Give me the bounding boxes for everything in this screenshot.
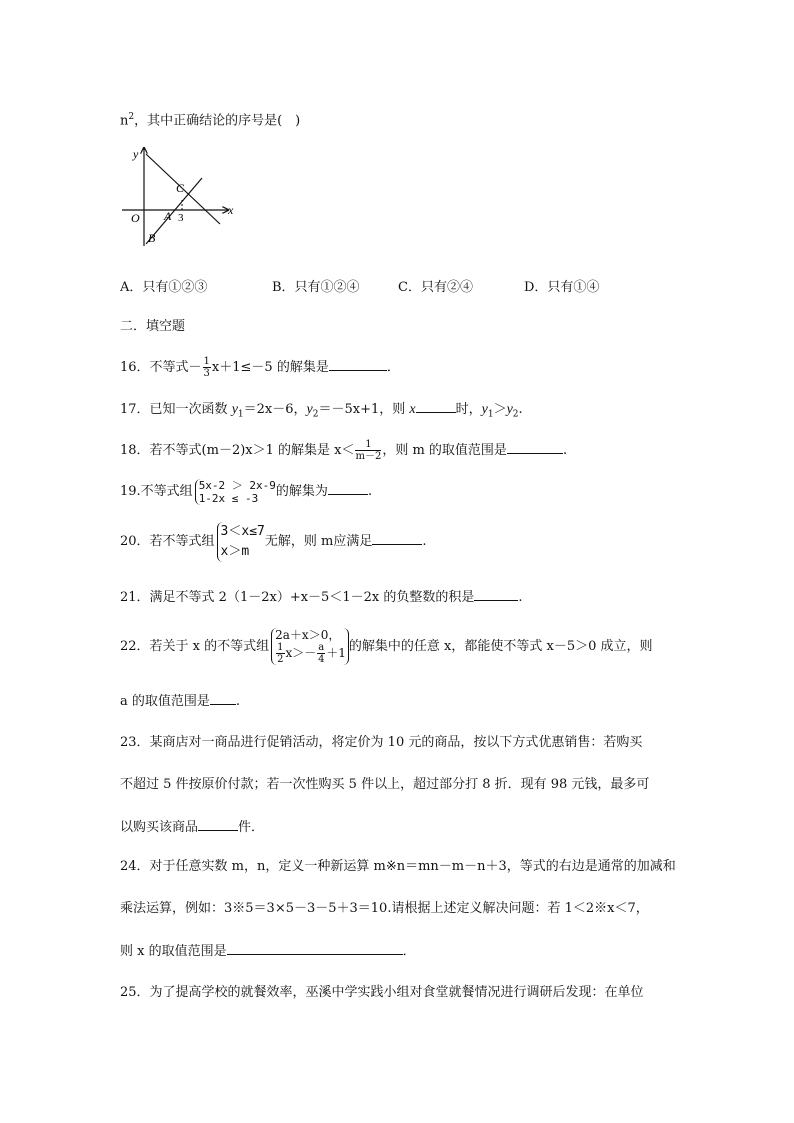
answer-blank bbox=[416, 400, 456, 413]
y-label: y bbox=[133, 147, 139, 161]
question-20: 20．若不等式组 3＜x≤7 x＞m 无解，则 m应满足 . bbox=[120, 520, 426, 564]
tick-3-label: 3 bbox=[178, 212, 184, 224]
question-24-line-1: 24．对于任意实数 m，n，定义一种新运算 m※n＝mn－m－n＋3，等式的右边是通常的加减和 bbox=[120, 859, 676, 874]
question-23-line-2: 不超过 5 件按原价付款；若一次性购买 5 件以上，超过部分打 8 折．现有 98 元钱，最多可 bbox=[120, 777, 650, 792]
x-label: x bbox=[228, 203, 234, 217]
answer-blank bbox=[507, 441, 563, 454]
answer-blank bbox=[328, 482, 368, 495]
question-22-line-2: a 的取值范围是 . bbox=[120, 694, 241, 709]
question-24-line-3: 则 x 的取值范围是 ． bbox=[120, 944, 416, 959]
coordinate-graph bbox=[120, 144, 240, 249]
answer-blank bbox=[474, 588, 518, 601]
answer-blank bbox=[198, 818, 238, 831]
option-b: B．只有①②④ bbox=[272, 280, 360, 295]
answer-blank bbox=[329, 358, 387, 371]
inequality-system: 2a＋x＞0， $\frac{1}{2}$ x＞－ $\frac{a}{4}$ ＋1 bbox=[271, 628, 349, 665]
point-a-label: A bbox=[164, 209, 172, 223]
question-17: 17．已知一次函数 $y_1=2x-6$，$y_2=-5x+1$，则 x 时，$y_1>y_2$. bbox=[120, 402, 523, 420]
answer-blank bbox=[372, 532, 422, 545]
answer-blank bbox=[227, 942, 403, 955]
question-25-line-1: 25．为了提高学校的就餐效率，巫溪中学实践小组对食堂就餐情况进行调研后发现：在单位 bbox=[120, 985, 644, 1000]
answer-blank bbox=[210, 692, 236, 705]
question-23-line-3: 以购买该商品 件． bbox=[120, 820, 265, 835]
fraction: $\frac{1}{3}$ bbox=[203, 356, 210, 379]
option-c: C．只有②④ bbox=[398, 280, 473, 295]
option-d: D．只有①④ bbox=[524, 280, 600, 295]
point-b-label: B bbox=[148, 231, 156, 245]
point-c-label: C bbox=[176, 181, 185, 195]
question-22: 22．若关于 x 的不等式组 2a＋x＞0， $\frac{1}{2}$ x＞－ $\frac{a}{4}$ ＋1 的解集中的任意 x，都能使不等式 x－5＞0 成立，则 bbox=[120, 628, 653, 665]
fraction: $\frac{1}{m-2}$ bbox=[355, 439, 382, 462]
question-21: 21．满足不等式 2（1－2x）+x－5＜1－2x 的负整数的积是 . bbox=[120, 590, 523, 605]
section-title: 二．填空题 bbox=[120, 319, 186, 334]
inequality-system: 3＜x≤7 x＞m bbox=[217, 522, 265, 562]
question-18: 18．若不等式(m－2)x＞1 的解集是 x＜ $\frac{1}{m-2}$ ，则 m 的取值范围是 . bbox=[120, 439, 568, 462]
origin-label: O bbox=[131, 211, 140, 225]
intro-line: $n^2$，其中正确结论的序号是( ) bbox=[120, 112, 301, 129]
question-23-line-1: 23．某商店对一商品进行促销活动，将定价为 10 元的商品，按以下方式优惠销售：若购买 bbox=[120, 735, 643, 750]
question-24-line-2: 乘法运算，例如：3※5＝3×5－3－5＋3＝10.请根据上述定义解决问题：若 1＜2※x＜7， bbox=[120, 901, 649, 916]
option-a: A．只有①②③ bbox=[120, 280, 208, 295]
question-16: 16．不等式－ $\frac{1}{3}$ x＋1≤－5 的解集是 ． bbox=[120, 356, 400, 379]
inequality-system: 5x-2 ＞ 2x-9 1-2x ≤ -3 bbox=[195, 479, 276, 505]
question-19: 19.不等式组 5x-2 ＞ 2x-9 1-2x ≤ -3 的解集为 . bbox=[120, 478, 373, 505]
